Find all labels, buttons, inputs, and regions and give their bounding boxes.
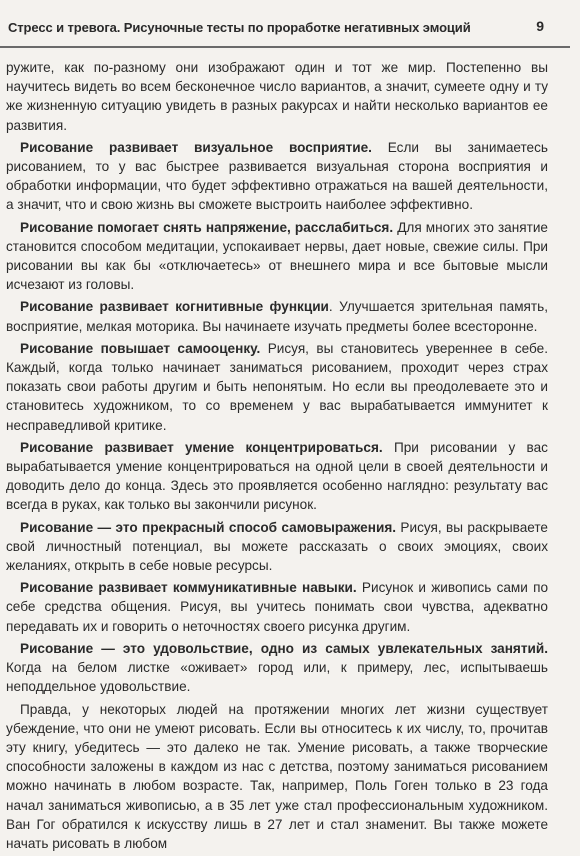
paragraph bbox=[6, 218, 548, 295]
paragraph-lead: Рисование развивает умение концентрироваться. bbox=[20, 439, 383, 455]
paragraph bbox=[6, 700, 548, 854]
paragraph bbox=[6, 639, 548, 697]
paragraph-lead: Рисование развивает коммуникативные навыки. bbox=[20, 580, 357, 596]
page-body bbox=[6, 58, 548, 856]
paragraph-lead: Рисование развивает когнитивные функции bbox=[20, 299, 329, 315]
page-number: 9 bbox=[536, 18, 544, 34]
page-header bbox=[0, 14, 580, 42]
paragraph-lead: Рисование — это удовольствие, одно из самых увлекательных занятий. bbox=[20, 640, 548, 656]
paragraph-text: Если вы занимаетесь рисованием, то у вас быстрее развивается визуальная сторона восприятия и обработки информации, что будет эффективно отражаться на вашей деятельности, а значит, что и свою жизнь вы сможете выстроить наиболее эффективно. bbox=[6, 139, 548, 213]
paragraph-text: Рисуя, вы становитесь увереннее в себе. Каждый, когда только начинает заниматься рисованием, проходит через страх показать свои работы другим и быть непонятым. Но если вы преодолеваете это и становитесь художником, то со временем у вас вырабатывается иммунитет к несправедливой критике. bbox=[6, 340, 549, 433]
paragraph bbox=[6, 339, 548, 435]
paragraph-text: ружите, как по-разному они изображают один и тот же мир. Постепенно вы научитесь видеть во всем бесконечное число вариантов, а значит, сумеете одну и ту же жизненную ситуацию увидеть в разных ракурсах и найти несколько вариантов ее развития. bbox=[6, 60, 548, 133]
paragraph-text: Правда, у некоторых людей на протяжении многих лет жизни существует убеждение, что они не умеют рисовать. Если вы относитесь к их числу, то, прочитав эту книгу, убедитесь — это далеко не так. Умение рисовать, а также творческие способности заложены в каждом из нас с детства, поэтому заниматься рисованием можно начинать в любом возрасте. Так, например, Поль Гоген только в 23 года начал заниматься живописью, а в 35 лет уже стал профессиональным художником. Ван Гог обратился к искусству лишь в 27 лет и стал знаменит. Вы также можете начать рисовать в любом bbox=[6, 701, 548, 851]
paragraph-text: При рисовании у вас вырабатывается умение концентрироваться на одной цели в своей деятельности и доводить дело до конца. Здесь это проявляется особенно наглядно: результату вас всегда в руках, как только вы закончили рисунок. bbox=[6, 439, 548, 513]
paragraph-text: Рисуя, вы раскрываете свой личностный потенциал, вы можете рассказать о своих эмоциях, своих желаниях, открыть в себе новые ресурсы. bbox=[6, 519, 548, 574]
paragraph bbox=[6, 518, 548, 576]
paragraph-lead: Рисование помогает снять напряжение, расслабиться. bbox=[20, 219, 394, 235]
paragraph bbox=[6, 578, 548, 636]
running-title: Стресс и тревога. Рисуночные тесты по проработке негативных эмоций bbox=[8, 20, 471, 35]
paragraph bbox=[6, 58, 548, 135]
paragraph-text: Когда на белом листке «оживает» город или, к примеру, лес, испытываешь неподдельное удовольствие. bbox=[6, 660, 548, 695]
paragraph-lead: Рисование повышает самооценку. bbox=[20, 340, 261, 356]
paragraph bbox=[6, 297, 548, 335]
paragraph-text: Рисунок и живопись сами по себе средства общения. Рисуя, вы учитесь понимать свои чувства, адекватно передавать их и говорить о неточностях своего рисунка другим. bbox=[6, 580, 548, 634]
paragraph bbox=[6, 438, 548, 515]
paragraph bbox=[6, 138, 548, 215]
paragraph-lead: Рисование развивает визуальное восприятие. bbox=[20, 139, 372, 155]
paragraph-lead: Рисование — это прекрасный способ самовыражения. bbox=[20, 519, 397, 535]
paragraph-text: . Улучшается зрительная память, восприятие, мелкая моторика. Вы начинаете изучать предметы более всесторонне. bbox=[6, 299, 548, 334]
paragraph-text: Для многих это занятие становится способом медитации, успокаивает нервы, дает новые, свежие силы. При рисовании вы как бы «отключаетесь» от внешнего мира и все бытовые мысли исчезают из головы. bbox=[6, 219, 548, 293]
header-divider bbox=[0, 46, 570, 48]
